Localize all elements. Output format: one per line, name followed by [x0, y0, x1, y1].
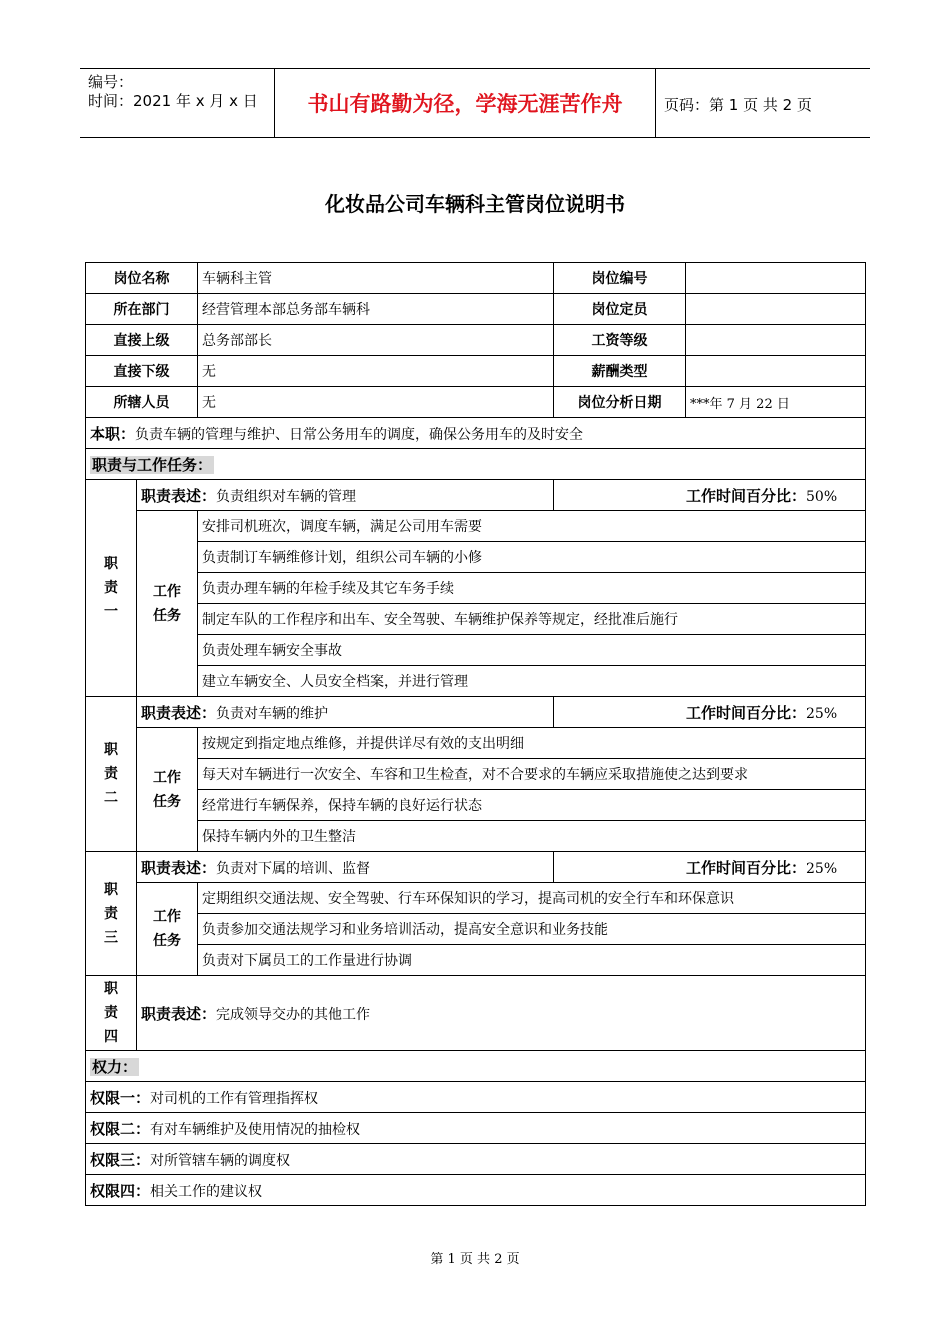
- page-footer: 第 1 页 共 2 页: [430, 1252, 520, 1267]
- duty1-task-4: 制定车队的工作程序和出车、安全驾驶、车辆维护保养等规定，经批准后施行: [198, 604, 866, 635]
- duty1-pct-label: 工作时间百分比：: [686, 486, 807, 505]
- power-1-text: 对司机的工作有管理指挥权: [150, 1090, 319, 1107]
- doc-number-label: 编号：: [88, 73, 134, 91]
- duty3-task-row: [86, 914, 866, 945]
- duty-row: [86, 418, 866, 449]
- duty2-task-row: [86, 728, 866, 759]
- duty2-pct: [554, 697, 866, 728]
- salary-type-value: [686, 356, 866, 387]
- duty1-task-row: [86, 573, 866, 604]
- staff-label: 所辖人员: [86, 387, 198, 418]
- duty1-statement: [137, 480, 554, 511]
- duty2-task-2: 每天对车辆进行一次安全、车容和卫生检查，对不合要求的车辆应采取措施使之达到要求: [198, 759, 866, 790]
- powers-header-cell: [86, 1051, 866, 1082]
- duty1-task-5: 负责处理车辆安全事故: [198, 635, 866, 666]
- power-row: [86, 1082, 866, 1113]
- quota-label: 岗位定员: [554, 294, 686, 325]
- duty1-name: [86, 480, 137, 697]
- position-name-label: 岗位名称: [86, 263, 198, 294]
- powers-header-row: [86, 1051, 866, 1082]
- tasks-header-cell: [86, 449, 866, 480]
- duty2-task-row: [86, 821, 866, 852]
- duty1-statement-label: 职责表述：: [141, 486, 217, 505]
- duty2-pct-label: 工作时间百分比：: [686, 703, 807, 722]
- duty4-name-text: 职责四: [104, 981, 118, 1045]
- duty3-name-text: 职责三: [104, 881, 118, 946]
- duty1-pct-value: 50%: [806, 488, 838, 505]
- duty2-task-label: [137, 728, 198, 852]
- superior-label: 直接上级: [86, 325, 198, 356]
- duty1-task-row: [86, 666, 866, 697]
- duty3-pct-label: 工作时间百分比：: [686, 858, 807, 877]
- power-1-label: 权限一：: [90, 1088, 151, 1107]
- duty4-statement-text: 完成领导交办的其他工作: [216, 1006, 371, 1023]
- duty2-statement-label: 职责表述：: [141, 703, 217, 722]
- duty2-statement-row: [86, 697, 866, 728]
- duty1-task-3: 负责办理车辆的年检手续及其它车务手续: [198, 573, 866, 604]
- salary-type-label: 薪酬类型: [554, 356, 686, 387]
- duty2-task-row: [86, 790, 866, 821]
- duty1-task-row: [86, 511, 866, 542]
- duty4-row: [86, 976, 866, 1051]
- duty2-task-row: [86, 759, 866, 790]
- page-info: 页码：第 1 页 共 2 页: [664, 96, 812, 114]
- grade-value: [686, 325, 866, 356]
- duty-cell: [86, 418, 866, 449]
- duty2-task-3: 经常进行车辆保养，保持车辆的良好运行状态: [198, 790, 866, 821]
- power-row: [86, 1144, 866, 1175]
- quota-value: [686, 294, 866, 325]
- power-3-text: 对所管辖车辆的调度权: [150, 1152, 291, 1169]
- superior-value: 总务部部长: [198, 325, 554, 356]
- power-row: [86, 1113, 866, 1144]
- duty1-pct: [554, 480, 866, 511]
- power-3: [86, 1144, 866, 1175]
- duty3-task-row: [86, 945, 866, 976]
- position-name-value: 车辆科主管: [198, 263, 554, 294]
- subordinate-label: 直接下级: [86, 356, 198, 387]
- duty3-task-label-text: 工作任务: [153, 909, 181, 949]
- duty1-task-row: [86, 604, 866, 635]
- tasks-header: 职责与工作任务：: [92, 455, 213, 474]
- duty2-name-text: 职责二: [104, 742, 118, 806]
- dept-value: 经营管理本部总务部车辆科: [198, 294, 554, 325]
- document-title: 化妆品公司车辆科主管岗位说明书: [325, 192, 625, 216]
- info-row-dept: [86, 294, 866, 325]
- duty2-pct-value: 25%: [806, 705, 838, 722]
- duty2-task-1: 按规定到指定地点维修，并提供详尽有效的支出明细: [198, 728, 866, 759]
- duty3-statement-row: [86, 852, 866, 883]
- powers-header: 权力：: [92, 1057, 138, 1076]
- duty1-task-2: 负责制订车辆维修计划，组织公司车辆的小修: [198, 542, 866, 573]
- duty3-task-row: [86, 883, 866, 914]
- power-2: [86, 1113, 866, 1144]
- power-1: [86, 1082, 866, 1113]
- analysis-date-value: ***年 7 月 22 日: [686, 387, 866, 418]
- duty1-task-label-text: 工作任务: [153, 583, 181, 624]
- duty3-pct-value: 25%: [806, 860, 838, 877]
- power-2-text: 有对车辆维护及使用情况的抽检权: [150, 1121, 361, 1138]
- duty4-name: [86, 976, 137, 1051]
- duty1-task-row: [86, 635, 866, 666]
- position-no-value: [686, 263, 866, 294]
- duty2-task-4: 保持车辆内外的卫生整洁: [198, 821, 866, 852]
- dept-label: 所在部门: [86, 294, 198, 325]
- tasks-header-row: [86, 449, 866, 480]
- power-3-label: 权限三：: [90, 1150, 151, 1169]
- power-row: [86, 1175, 866, 1206]
- info-row-superior: [86, 325, 866, 356]
- duty1-statement-text: 负责组织对车辆的管理: [216, 488, 357, 505]
- duty3-statement-text: 负责对下属的培训、监督: [216, 860, 371, 877]
- duty2-task-label-text: 工作任务: [153, 769, 181, 810]
- duty3-name: [86, 852, 137, 976]
- power-4-text: 相关工作的建议权: [150, 1183, 263, 1200]
- duty3-statement-label: 职责表述：: [141, 858, 217, 877]
- duty-label: 本职：: [90, 424, 136, 443]
- duty1-task-6: 建立车辆安全、人员安全档案，并进行管理: [198, 666, 866, 697]
- info-row-subordinate: [86, 356, 866, 387]
- staff-value: 无: [198, 387, 554, 418]
- motto: 书山有路勤为径，学海无涯苦作舟: [274, 69, 656, 137]
- duty1-name-text: 职责一: [104, 556, 118, 620]
- duty2-statement: [137, 697, 554, 728]
- duty-text: 负责车辆的管理与维护、日常公务用车的调度，确保公务用车的及时安全: [135, 426, 584, 443]
- info-row-position: [86, 263, 866, 294]
- job-description-table: [85, 262, 866, 1206]
- duty4-statement-label: 职责表述：: [141, 1004, 217, 1023]
- analysis-date-label: 岗位分析日期: [554, 387, 686, 418]
- duty2-name: [86, 697, 137, 852]
- grade-label: 工资等级: [554, 325, 686, 356]
- power-4: [86, 1175, 866, 1206]
- power-4-label: 权限四：: [90, 1181, 151, 1200]
- duty3-task-1: 定期组织交通法规、安全驾驶、行车环保知识的学习，提高司机的安全行车和环保意识: [198, 883, 866, 914]
- duty3-task-2: 负责参加交通法规学习和业务培训活动，提高安全意识和业务技能: [198, 914, 866, 945]
- page-header: [80, 68, 870, 138]
- duty1-task-row: [86, 542, 866, 573]
- header-left: [88, 73, 273, 111]
- duty4-statement: [137, 976, 866, 1051]
- subordinate-value: 无: [198, 356, 554, 387]
- duty3-pct: [554, 852, 866, 883]
- duty3-task-3: 负责对下属员工的工作量进行协调: [198, 945, 866, 976]
- info-row-staff: [86, 387, 866, 418]
- duty1-task-label: [137, 511, 198, 697]
- duty3-statement: [137, 852, 554, 883]
- position-no-label: 岗位编号: [554, 263, 686, 294]
- doc-time: 时间：2021 年 x 月 x 日: [88, 92, 258, 110]
- duty2-statement-text: 负责对车辆的维护: [216, 705, 329, 722]
- duty1-statement-row: [86, 480, 866, 511]
- power-2-label: 权限二：: [90, 1119, 151, 1138]
- duty1-task-1: 安排司机班次，调度车辆，满足公司用车需要: [198, 511, 866, 542]
- duty3-task-label: [137, 883, 198, 976]
